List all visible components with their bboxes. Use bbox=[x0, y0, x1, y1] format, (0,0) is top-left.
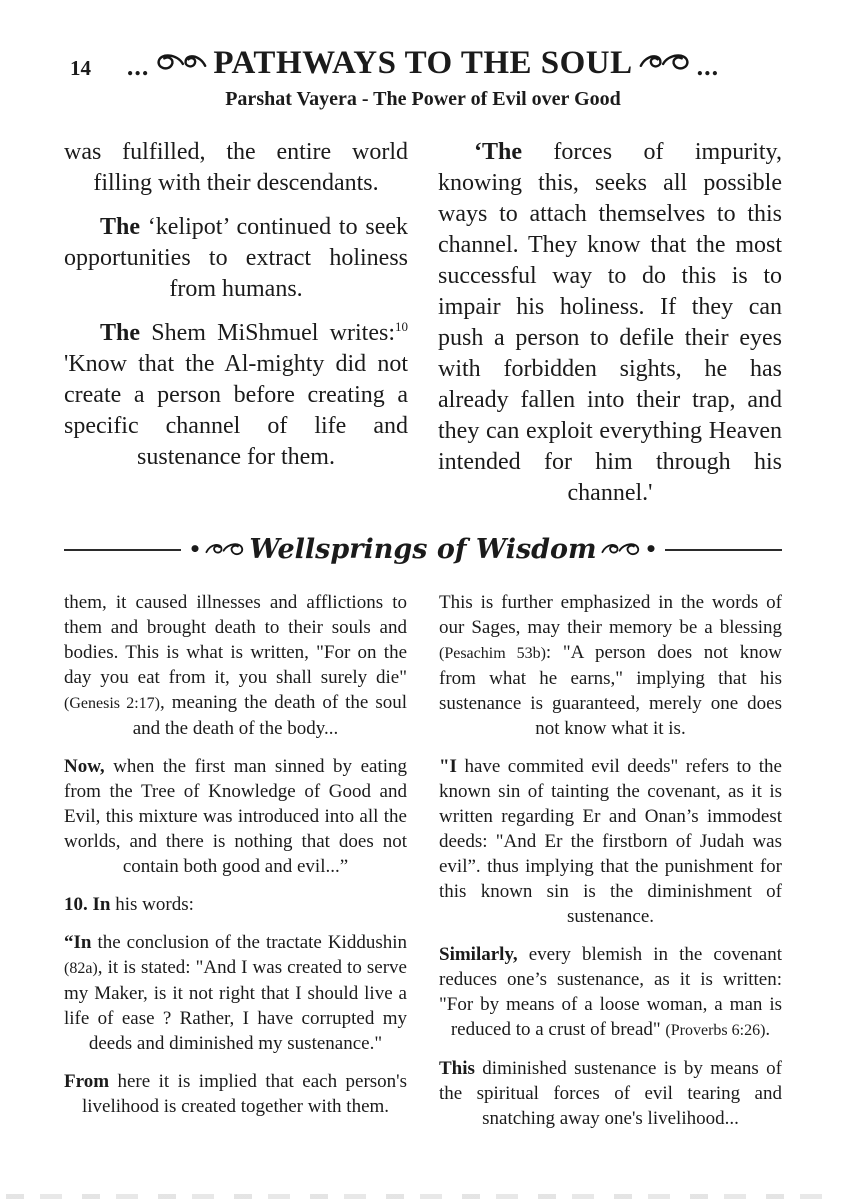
paragraph bbox=[64, 590, 407, 741]
ornament-dot: • bbox=[188, 536, 202, 561]
flourish-icon bbox=[601, 540, 641, 560]
divider-label bbox=[181, 528, 666, 572]
ornament-dots-left: ... bbox=[126, 52, 150, 82]
paragraph bbox=[64, 1069, 407, 1119]
commentary-left-column bbox=[64, 590, 407, 1144]
lead-word: This bbox=[439, 1057, 475, 1079]
cut-off-text-strip bbox=[6, 1194, 840, 1199]
commentary-right-column bbox=[439, 590, 782, 1144]
paragraph bbox=[64, 212, 408, 305]
flourish-icon bbox=[205, 540, 245, 560]
ornament-dots-right: ... bbox=[696, 52, 720, 82]
citation: (Proverbs 6:26) bbox=[665, 1021, 766, 1039]
paragraph bbox=[439, 590, 782, 741]
paragraph-text: his words: bbox=[110, 893, 194, 915]
paragraph-text: This is further emphasized in the words of our Sages, may their memory be a blessing bbox=[439, 591, 782, 638]
paragraph-text: Shem MiShmuel writes: bbox=[140, 319, 395, 346]
paragraph-text: , meaning the death of the soul and the death of the body... bbox=[132, 691, 407, 739]
paragraph bbox=[439, 942, 782, 1043]
divider-label-wrap bbox=[0, 528, 846, 572]
lead-word: Similarly, bbox=[439, 943, 518, 965]
paragraph bbox=[64, 754, 407, 879]
lead-word: ‘The bbox=[474, 138, 522, 165]
paragraph-text: was fulfilled, the entire world filling with their descendants. bbox=[64, 138, 408, 196]
lead-word: From bbox=[64, 1070, 110, 1092]
paragraph-text: them, it caused illnesses and afflictions to them and brought death to their souls and bodies. This is what is written, "For on the day you eat from it, you shall surely die" bbox=[64, 591, 407, 688]
paragraph-text: diminished sustenance is by means of the spiritual forces of evil tearing and snatching away one's livelihood... bbox=[439, 1057, 782, 1129]
lead-word: The bbox=[100, 319, 141, 346]
lead-word: Now, bbox=[64, 755, 105, 777]
main-left-column bbox=[64, 137, 408, 522]
main-right-column bbox=[438, 137, 782, 522]
citation: (Pesachim 53b) bbox=[439, 644, 546, 662]
commentary-section bbox=[0, 574, 846, 1144]
paragraph bbox=[438, 137, 782, 509]
paragraph-text: , it is stated: "And I was created to serve my Maker, is it not right that I should live a life of ease ? Rather, I have corrupted my deeds and diminished my sustenance." bbox=[64, 956, 407, 1054]
lead-word: The bbox=[100, 213, 141, 240]
title-row bbox=[0, 46, 846, 81]
main-text-section bbox=[0, 111, 846, 522]
paragraph-text: forces of impurity, knowing this, seeks all possible ways to attach themselves to this channel. They know that the most successful way to do this is to impair his holiness. If they can push a person to defile their eyes with forbidden sights, he has already fallen into their trap, and they can exploit everything Heaven intended for him through his channel.' bbox=[438, 138, 782, 506]
lead-word: "I bbox=[439, 755, 457, 777]
flourish-icon bbox=[155, 51, 207, 75]
book-title: PATHWAYS TO THE SOUL bbox=[213, 45, 633, 81]
chapter-subtitle: Parshat Vayera - The Power of Evil over Good bbox=[225, 87, 621, 110]
citation: (82a) bbox=[64, 959, 98, 977]
section-divider bbox=[0, 528, 846, 574]
paragraph-text: the conclusion of the tractate Kiddushin bbox=[91, 931, 407, 953]
flourish-icon bbox=[639, 51, 691, 75]
paragraph-text: 'Know that the Al-mighty did not create a person before creating a specific channel of life and sustenance for them. bbox=[64, 350, 408, 470]
paragraph-text: have commited evil deeds" refers to the known sin of tainting the covenant, as it is written regarding Er and Onan’s immodest deeds: "And Er the firstborn of Judah was evil”. thus implying that the punishment for this known sin is the diminishment of sustenance. bbox=[439, 755, 782, 927]
paragraph bbox=[64, 137, 408, 199]
paragraph-text: . bbox=[765, 1018, 771, 1040]
ornament-dot: • bbox=[644, 536, 658, 561]
footnote-heading bbox=[64, 892, 407, 917]
paragraph bbox=[439, 1056, 782, 1131]
lead-word: “In bbox=[64, 931, 92, 953]
footnote-reference: 10 bbox=[395, 318, 408, 334]
paragraph-text: when the first man sinned by eating from the Tree of Knowledge of Good and Evil, this mixture was introduced into all the worlds, and there is nothing that does not contain both good and evil...” bbox=[64, 755, 407, 877]
paragraph bbox=[439, 754, 782, 929]
page-number: 14 bbox=[70, 56, 91, 80]
paragraph-text: ‘kelipot’ continued to seek opportunities to extract holiness from humans. bbox=[64, 213, 408, 302]
page-header bbox=[0, 0, 846, 111]
paragraph-text: every blemish in the covenant reduces one’s sustenance, as it is written: "For by means of a loose woman, a man is reduced to a crust of bread" bbox=[439, 943, 782, 1040]
paragraph-text: here it is implied that each person's livelihood is created together with them. bbox=[81, 1070, 407, 1117]
lead-word: 10. In bbox=[64, 893, 111, 915]
divider-title: Wellsprings of Wisdom bbox=[249, 533, 597, 565]
citation: (Genesis 2:17) bbox=[64, 694, 160, 712]
paragraph bbox=[64, 318, 408, 473]
paragraph-text: : "A person does not know from what he earns," implying that his sustenance is guaranteed, merely one does not know what it is. bbox=[439, 641, 782, 739]
paragraph bbox=[64, 930, 407, 1056]
